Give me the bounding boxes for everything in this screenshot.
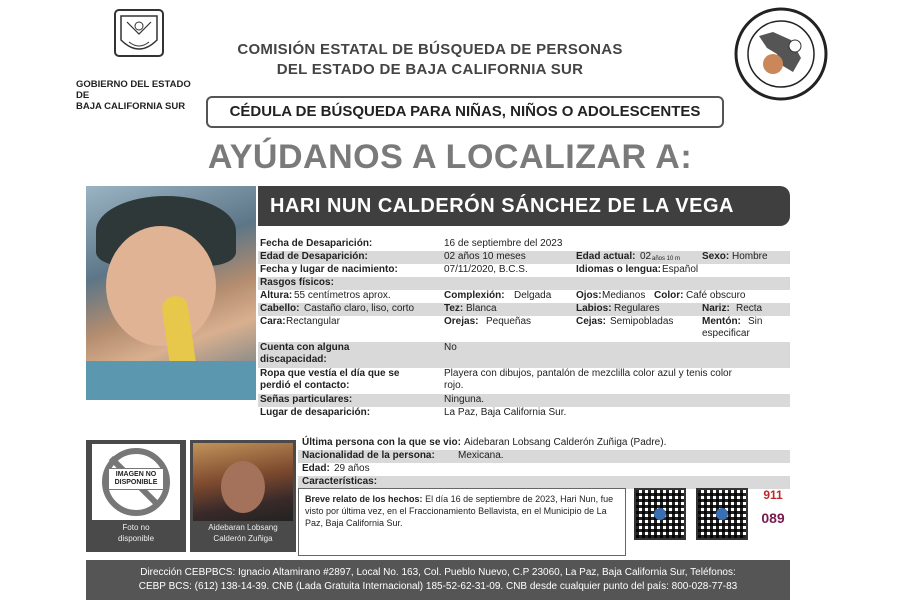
headline: AYÚDANOS A LOCALIZAR A:	[207, 138, 693, 176]
image-unavailable-badge: IMAGEN NO DISPONIBLE	[108, 468, 164, 490]
qr-code-1[interactable]	[634, 488, 686, 540]
missing-child-photo	[86, 186, 256, 400]
row-rasgos: Rasgos físicos:	[258, 277, 790, 290]
row-senas: Señas particulares: Ninguna.	[258, 394, 790, 407]
qr-code-2[interactable]	[696, 488, 748, 540]
relato-label: Breve relato de los hechos:	[305, 494, 423, 504]
last-person-photo	[193, 443, 293, 521]
coat-of-arms-icon	[111, 6, 167, 64]
no-photo-card	[86, 440, 186, 552]
commission-line-1: COMISIÓN ESTATAL DE BÚSQUEDA DE PERSONAS	[237, 41, 623, 58]
relato-box	[298, 488, 626, 556]
row-lugar: Lugar de desaparición: La Paz, Baja California Sur.	[260, 407, 567, 418]
row-caracteristicas: Características:	[298, 476, 790, 489]
commission-line-2: DEL ESTADO DE BAJA CALIFORNIA SUR	[276, 61, 584, 78]
commission-title	[220, 40, 640, 80]
last-person-info	[298, 437, 790, 489]
footer-line-1: Dirección CEBPBCS: Ignacio Altamirano #2897, Local No. 163, Col. Pueblo Nuevo, C.P 23060, La Paz, Baja California Sur, Teléfonos:	[140, 567, 736, 578]
row-ropa: Ropa que vestía el día que se perdió el contacto: Playera con dibujos, pantalón de mezclilla color azul y tenis color rojo.	[260, 368, 732, 391]
row-nacionalidad: Nacionalidad de la persona: Mexicana.	[298, 450, 790, 463]
row-fecha-desaparicion: Fecha de Desaparición: 16 de septiembre del 2023	[260, 238, 563, 249]
government-logo	[74, 6, 204, 112]
cedula-title: CÉDULA DE BÚSQUEDA PARA NIÑAS, NIÑOS O ADOLESCENTES	[206, 96, 724, 128]
last-person-card	[190, 440, 296, 552]
row-ultima-persona: Última persona con la que se vio: Aidebaran Lobsang Calderón Zuñiga (Padre).	[302, 437, 667, 448]
footer-line-2: CEBP BCS: (612) 138-14-39. CNB (Lada Gratuita Internacional) 185-52-62-31-09. CNB desde cualquier punto del país: 800-028-77-83	[138, 581, 738, 592]
row-edad-persona: Edad: 29 años	[302, 463, 370, 474]
no-photo-caption: Foto no disponible	[117, 523, 155, 543]
info-table	[258, 238, 790, 420]
twitter-icon	[716, 508, 728, 520]
row-nacimiento: Fecha y lugar de nacimiento: 07/11/2020, B.C.S. Idiomas o lengua: Español	[260, 264, 699, 275]
row-altura: Altura: 55 centímetros aprox. Complexión: Delgada Ojos: Medianos Color: Café obscuro	[260, 290, 746, 301]
gov-line-2: BAJA CALIFORNIA SUR	[76, 101, 186, 112]
gov-line-1: GOBIERNO DEL ESTADO DE	[76, 79, 191, 101]
facebook-icon	[654, 508, 666, 520]
row-discapacidad: Cuenta con alguna discapacidad: No	[258, 342, 790, 368]
last-person-caption: Aidebaran Lobsang Calderón Zuñiga	[208, 523, 278, 543]
commission-seal-icon	[733, 6, 829, 102]
row-cara: Cara: Rectangular Orejas: Pequeñas Cejas: Semipobladas Mentón: Sin especificar	[260, 316, 763, 339]
row-cabello: Cabello: Castaño claro, liso, corto Tez: Blanca Labios: Regulares Nariz: Recta	[258, 303, 790, 316]
emergency-911: 911	[763, 488, 783, 502]
emergency-089: 089	[761, 510, 785, 526]
person-name: HARI NUN CALDERÓN SÁNCHEZ DE LA VEGA	[258, 186, 790, 226]
row-edad: Edad de Desaparición: 02 años 10 meses Edad actual: 02 años 10 m Sexo: Hombre	[258, 251, 790, 264]
footer-contact	[86, 560, 790, 600]
emergency-numbers	[754, 488, 792, 540]
relato-text: El día 16 de septiembre de 2023, Hari Nun, fue visto por última vez, en el Fraccionamiento Bellavista, en el Municipio de La Paz, Baja California Sur.	[305, 494, 614, 528]
